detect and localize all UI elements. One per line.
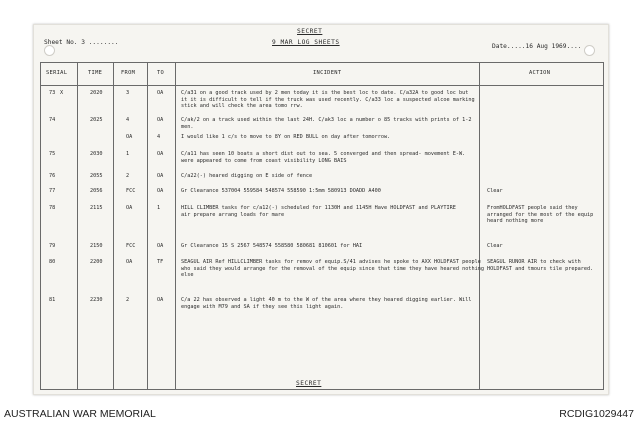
entry-action-line: Clear bbox=[487, 243, 503, 249]
entry-serial: 76 bbox=[49, 173, 56, 179]
entry-time: 2055 bbox=[90, 173, 103, 179]
sheet-number: Sheet No. 3 ........ bbox=[44, 39, 119, 46]
entry-incident-line: SEAGUL AIR Ref HILLCLIMBER tasks for remov of equip.S/41 advises he spoke to AXX HOLDFAST people bbox=[181, 259, 481, 265]
archive-reference: RCDIG1029447 bbox=[559, 408, 634, 420]
entry-action-line: HOLDFAST and tmours tile prepared. bbox=[487, 265, 594, 272]
column-header-action: ACTION bbox=[529, 70, 551, 76]
entry-action-line: Clear bbox=[487, 188, 503, 194]
entry-time: 2230 bbox=[90, 297, 103, 303]
entry-incident-line: C/ak/2 on a track used within the last 24H. C/ak3 loc a number o 85 tracks with prints of 1-2 bbox=[181, 117, 472, 123]
punch-hole-right bbox=[584, 45, 595, 56]
entry-to: OA bbox=[157, 117, 164, 123]
secret-marking-bottom: SECRET bbox=[296, 380, 322, 387]
entry-from: 2 bbox=[126, 297, 130, 303]
entry-to: OA bbox=[157, 188, 164, 194]
entry-to: 1 bbox=[157, 205, 161, 211]
archive-credit: AUSTRALIAN WAR MEMORIAL bbox=[4, 408, 156, 420]
entry-action-line: arranged for the most of the equip bbox=[487, 211, 594, 218]
entry-serial: 78 bbox=[49, 205, 56, 211]
entry-incident-line: I would like 1 c/s to move to 8Y on RED BULL on day after tomorrow. bbox=[181, 134, 391, 140]
entry-time: 2115 bbox=[90, 205, 103, 211]
entry-incident-line: Gr Clearance 15 S 2567 548574 558580 580681 810601 for HAI bbox=[181, 243, 363, 249]
punch-hole-left bbox=[44, 45, 55, 56]
entry-from: OA bbox=[126, 205, 133, 211]
entry-incident-line: men. bbox=[181, 123, 194, 130]
entry-incident-line: air prepare arrang loads for mare bbox=[181, 211, 285, 218]
entry-incident-line: who said they would arrange for the removal of the equip since that time they have heared nothing bbox=[181, 265, 484, 272]
column-header-serial: SERIAL bbox=[46, 70, 68, 76]
entry-mark: X bbox=[60, 90, 64, 96]
column-header-to: TO bbox=[157, 70, 165, 76]
entry-incident-line: else bbox=[181, 272, 194, 279]
entry-incident-line: were appeared to come from coast visibility LONG BAIS bbox=[181, 157, 347, 164]
entry-to: OA bbox=[157, 297, 164, 303]
entry-serial: 74 bbox=[49, 117, 56, 123]
log-table bbox=[40, 62, 604, 390]
entry-from: OA bbox=[126, 259, 133, 265]
entry-to: OA bbox=[157, 90, 164, 96]
entry-incident-line: C/a 22 has observed a light 40 m to the W of the area where they heared digging earlier. Will bbox=[181, 297, 472, 303]
entry-serial: 80 bbox=[49, 259, 56, 265]
entry-action-line: heard nothing more bbox=[487, 218, 544, 225]
entry-serial: 75 bbox=[49, 151, 56, 157]
entry-incident-line: it it is difficult to tell if the truck was used recently. C/a33 loc a suspected alcoe marking bbox=[181, 96, 475, 103]
entry-from: 2 bbox=[126, 173, 130, 179]
entry-time: 2150 bbox=[90, 243, 103, 249]
entry-to: TF bbox=[157, 259, 164, 265]
entry-time: 2020 bbox=[90, 90, 103, 96]
entry-serial: 79 bbox=[49, 243, 56, 249]
column-header-time: TIME bbox=[88, 70, 103, 76]
entry-time: 2200 bbox=[90, 259, 103, 265]
entry-from: 4 bbox=[126, 117, 130, 123]
entry-incident-line: HILL CLIMBER tasks for c/a12(-) scheduled for 1130H and 1145H Have HOLDFAST and PLAYTIRE bbox=[181, 205, 456, 211]
entry-to: OA bbox=[157, 151, 164, 157]
column-header-from: FROM bbox=[121, 70, 136, 76]
entry-time: 2056 bbox=[90, 188, 103, 194]
entry-time: 2030 bbox=[90, 151, 103, 157]
entry-from: OA bbox=[126, 134, 133, 140]
entry-from: 3 bbox=[126, 90, 130, 96]
entry-to: OA bbox=[157, 173, 164, 179]
log-date: Date.....16 Aug 1969.... bbox=[492, 43, 582, 50]
entry-incident-line: C/a31 on a good track used by 2 men today it is the best loc to date. C/a32A to good loc but bbox=[181, 90, 469, 96]
log-title: 9 MAR LOG SHEETS bbox=[272, 39, 340, 46]
entry-incident-line: Gr Clearance 537004 559584 548574 558590 1:5mm 580913 DOADD A400 bbox=[181, 188, 381, 194]
entry-from: 1 bbox=[126, 151, 130, 157]
column-header-incident: INCIDENT bbox=[313, 70, 342, 76]
entry-from: FCC bbox=[126, 188, 136, 194]
entry-serial: 77 bbox=[49, 188, 56, 194]
entry-incident-line: C/a11 has seen 10 boats a short dist out to sea. 5 converged and then spread- movement E-W. bbox=[181, 151, 466, 157]
entry-serial: 73 bbox=[49, 90, 56, 96]
entry-incident-line: C/a22(-) heared digging on E side of fence bbox=[181, 173, 313, 179]
entry-serial: 81 bbox=[49, 297, 56, 303]
entry-to: OA bbox=[157, 243, 164, 249]
entry-incident-line: engage with M79 and SA if they see this light again. bbox=[181, 303, 344, 310]
entry-time: 2025 bbox=[90, 117, 103, 123]
entry-incident-line: stick and will check the area tomo rrw. bbox=[181, 103, 303, 110]
entry-action-line: FromHOLDFAST people said they bbox=[487, 205, 578, 211]
entry-action-line: SEAGUL RUNOR AIR to check with bbox=[487, 259, 581, 265]
log-sheet-page bbox=[33, 24, 609, 395]
entry-to: 4 bbox=[157, 134, 161, 140]
entry-from: FCC bbox=[126, 243, 136, 249]
secret-marking-top: SECRET bbox=[297, 28, 323, 35]
